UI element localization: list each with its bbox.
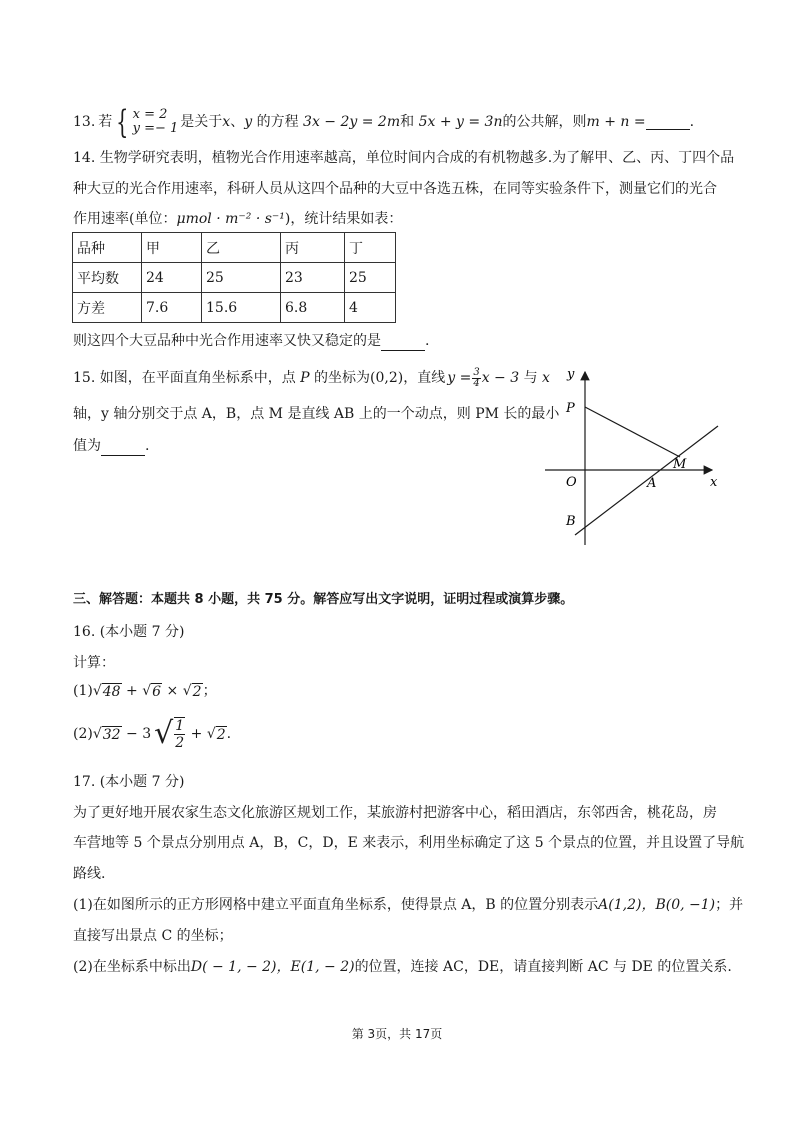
q15-coordinate-figure bbox=[540, 360, 740, 555]
q16-part-1 bbox=[73, 681, 217, 701]
q15-line-1c: 与 bbox=[519, 370, 543, 386]
q16-p2-radicand-1: 32 bbox=[102, 726, 121, 743]
q15-line-1 bbox=[73, 365, 550, 391]
q16-p2-frac-numerator: 1 bbox=[175, 718, 185, 734]
q16-p2-label: (2) bbox=[73, 726, 93, 742]
table-header-row bbox=[73, 233, 396, 263]
q16-p1-label: (1) bbox=[73, 683, 93, 699]
table-cell: 6.8 bbox=[281, 293, 345, 323]
q15-fraction bbox=[472, 368, 480, 389]
table-cell: 甲 bbox=[142, 233, 202, 263]
q17-part-1 bbox=[73, 895, 743, 915]
q15-answer-blank bbox=[101, 441, 145, 456]
table-cell: 方差 bbox=[73, 293, 142, 323]
table-cell: 平均数 bbox=[73, 263, 142, 293]
q13-sep: 、 bbox=[230, 114, 245, 130]
q16-intro: 计算： bbox=[73, 655, 115, 671]
q13-text-4: 的公共解，则 bbox=[502, 114, 587, 130]
q13-text-1: 是关于 bbox=[180, 114, 223, 130]
table-cell: 25 bbox=[202, 263, 281, 293]
table-cell: 4 bbox=[345, 293, 396, 323]
q13-system-line-2: y =− 1 bbox=[132, 121, 179, 136]
table-cell: 丁 bbox=[345, 233, 396, 263]
q16-p2-radicand-2: 2 bbox=[216, 726, 226, 743]
q17-part-2b: 的位置，连接 AC，DE，请直接判断 AC 与 DE 的位置关系. bbox=[354, 959, 732, 975]
q15-var-x: x bbox=[542, 370, 550, 386]
section-3-title: 三、解答题：本题共 8 小题，共 75 分。解答应写出文字说明，证明过程或演算步骤。 bbox=[73, 592, 574, 607]
table-cell: 25 bbox=[345, 263, 396, 293]
sqrt-symbol: √ bbox=[182, 683, 192, 699]
q15-frac-denominator: 4 bbox=[473, 377, 480, 389]
q14-unit: μmol · m⁻² · s⁻¹ bbox=[176, 211, 285, 227]
q17-header: 17. (本小题 7 分) bbox=[73, 774, 185, 790]
q16-part-2 bbox=[73, 712, 231, 756]
page-footer: 第 3页，共 17页 bbox=[351, 1027, 443, 1041]
q17-para-1: 为了更好地开展农家生态文化旅游区规划工作，某旅游村把游客中心，稻田酒店，东邻西舍，桃花岛，房 bbox=[73, 805, 717, 821]
label-x: x bbox=[710, 475, 718, 490]
q14-question-text: 则这四个大豆品种中光合作用速率又快又稳定的是 bbox=[73, 333, 381, 349]
table-cell: 乙 bbox=[202, 233, 281, 263]
q17-part-2a: (2)在坐标系中标出 bbox=[73, 959, 191, 975]
q16-p1-radicand-3: 2 bbox=[192, 683, 202, 700]
sqrt-symbol: √ bbox=[92, 683, 102, 699]
q14-line-2: 种大豆的光合作用速率，科研人员从这四个品种的大豆中各选五株，在同等实验条件下，测量它们的光合 bbox=[73, 181, 717, 197]
q14-line-1: 14. 生物学研究表明，植物光合作用速率越高，单位时间内合成的有机物越多.为了解甲、乙、丙、丁四个品 bbox=[73, 150, 735, 166]
q13-var-x: x bbox=[222, 114, 231, 130]
q17-para-2: 车营地等 5 个景点分别用点 A，B，C，D，E 来表示，利用坐标确定了这 5 个景点的位置，并且设置了导航 bbox=[73, 835, 745, 851]
q15-line-3 bbox=[73, 436, 149, 456]
q17-part-1b: ；并 bbox=[715, 897, 744, 913]
q15-line-1a: 15. 如图，在平面直角坐标系中，点 bbox=[73, 370, 301, 386]
label-y: y bbox=[567, 367, 575, 382]
q14-answer-blank bbox=[381, 336, 425, 351]
q17-part-2 bbox=[73, 957, 732, 977]
table-cell: 24 bbox=[142, 263, 202, 293]
brace-symbol: { bbox=[116, 103, 129, 141]
q15-line-3-text: 值为 bbox=[73, 438, 101, 454]
q13-var-y: y bbox=[244, 114, 253, 130]
q13-text-3: 和 bbox=[400, 114, 419, 130]
table-cell: 15.6 bbox=[202, 293, 281, 323]
q16-p1-radicand-1: 48 bbox=[102, 683, 121, 700]
q16-p2-op-2: + bbox=[186, 726, 207, 742]
q17-para-3: 路线. bbox=[73, 866, 106, 882]
q17-part-2-coords: D( − 1, − 2)，E(1, − 2) bbox=[190, 959, 355, 975]
label-a: A bbox=[647, 476, 657, 491]
q16-p1-op-1: + bbox=[121, 683, 143, 699]
sqrt-symbol: √ bbox=[92, 726, 102, 742]
q16-p1-radicand-2: 6 bbox=[152, 683, 162, 700]
q13-pre: 若 bbox=[98, 114, 113, 130]
q15-eq-lhs: y = bbox=[447, 370, 472, 386]
q14-line-3a: 作用速率(单位： bbox=[73, 211, 177, 227]
label-m: M bbox=[673, 457, 687, 472]
q15-line-1b: 的坐标为(0,2)，直线 bbox=[309, 370, 446, 386]
q15-point-p: P bbox=[300, 370, 310, 386]
q16-p2-fraction bbox=[174, 717, 185, 751]
q15-frac-numerator: 3 bbox=[473, 366, 480, 378]
q14-end: . bbox=[425, 333, 430, 349]
sqrt-symbol: √ bbox=[154, 716, 174, 751]
label-b: B bbox=[566, 514, 576, 529]
q13-equation-1: 3x − 2y = 2m bbox=[303, 114, 401, 130]
q16-p1-end: ； bbox=[202, 683, 217, 699]
q16-p2-end: . bbox=[226, 726, 232, 742]
q17-part-1-coords: A(1,2)，B(0, −1) bbox=[598, 897, 716, 913]
table-cell: 丙 bbox=[281, 233, 345, 263]
table-row bbox=[73, 263, 396, 293]
q16-header: 16. (本小题 7 分) bbox=[73, 624, 185, 640]
q15-line-2: 轴，y 轴分别交于点 A，B，点 M 是直线 AB 上的一个动点，则 PM 长的最小 bbox=[73, 406, 560, 422]
q13-answer-blank bbox=[646, 115, 690, 130]
q13-expression: m + n = bbox=[586, 114, 646, 130]
q13-system-line-1: x = 2 bbox=[132, 107, 168, 122]
label-p: P bbox=[566, 401, 575, 416]
question-13 bbox=[73, 103, 695, 141]
q13-text-2: 的方程 bbox=[252, 114, 304, 130]
q17-part-1-cont: 直接写出景点 C 的坐标； bbox=[73, 928, 233, 944]
q15-end: . bbox=[145, 438, 150, 454]
q13-number: 13. bbox=[73, 114, 96, 130]
q14-line-3b: )，统计结果如表： bbox=[284, 211, 403, 227]
q14-line-3 bbox=[73, 209, 402, 229]
q14-question bbox=[73, 331, 429, 351]
q15-eq-rhs: x − 3 bbox=[481, 370, 520, 386]
q13-equation-system bbox=[112, 103, 179, 141]
table-cell: 7.6 bbox=[142, 293, 202, 323]
table-cell: 23 bbox=[281, 263, 345, 293]
sqrt-symbol: √ bbox=[142, 683, 152, 699]
q13-equation-2: 5x + y = 3n bbox=[418, 114, 503, 130]
q16-p1-op-2: × bbox=[162, 683, 183, 699]
label-o: O bbox=[566, 475, 577, 490]
table-cell: 品种 bbox=[73, 233, 142, 263]
table-row bbox=[73, 293, 396, 323]
q16-p2-op-1: − 3 bbox=[121, 726, 152, 742]
q14-data-table bbox=[72, 232, 396, 323]
q13-end: . bbox=[689, 114, 695, 130]
sqrt-symbol: √ bbox=[206, 726, 216, 742]
segment-pm bbox=[585, 407, 680, 457]
q16-p2-frac-denominator: 2 bbox=[175, 735, 185, 751]
q17-part-1a: (1)在如图所示的正方形网格中建立平面直角坐标系，使得景点 A，B 的位置分别表示 bbox=[73, 897, 599, 913]
